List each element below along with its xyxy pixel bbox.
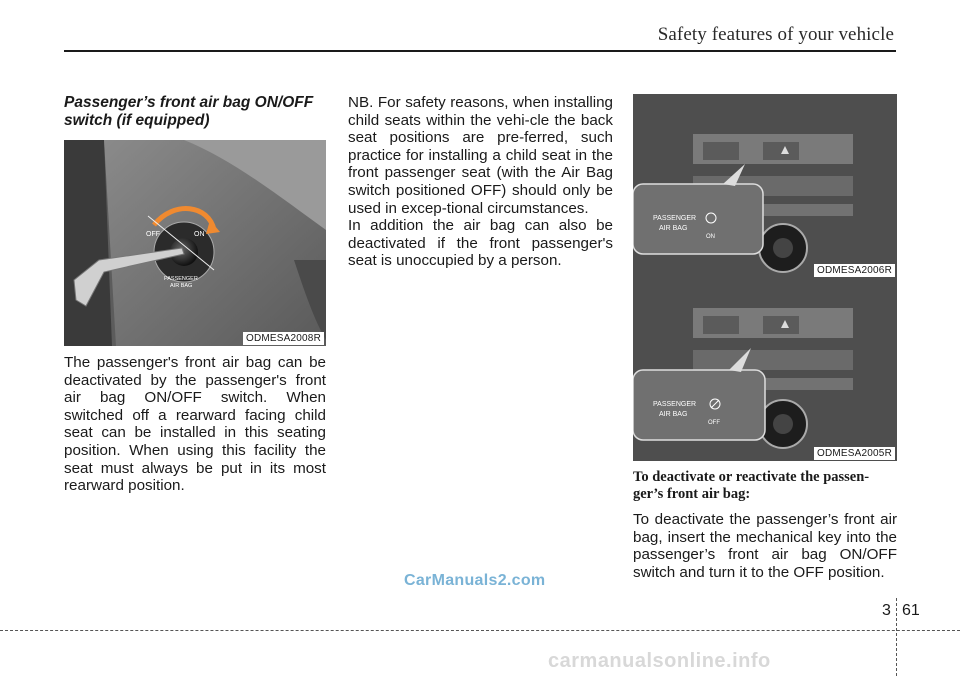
page-number: 61 <box>902 602 920 619</box>
column-right <box>633 94 897 581</box>
column2-paragraph2: In addition the air bag can also be deactivated if the front passenger's seat is unoccupied by a person. <box>348 217 613 270</box>
indicator-state-off: OFF <box>708 420 720 426</box>
airbag-switch-figure <box>64 140 326 346</box>
figure-caption: ODMESA2008R <box>243 332 324 345</box>
dashboard-figure-off <box>633 278 897 461</box>
indicator-state-on: ON <box>706 234 715 240</box>
column2-paragraph1: NB. For safety reasons, when installing child seats within the vehi-cle the back seat positions are pre-ferred, such practice for installing a child seat in the front passenger seat (with the Air Bag switch positioned OFF) should only be used in excep-tional circumstances. <box>348 94 613 217</box>
switch-label-off: OFF <box>146 231 160 238</box>
dashboard-off-illustration <box>633 278 897 461</box>
carmanuals-watermark: CarManuals2.com <box>404 572 546 589</box>
section-title: Passenger’s front air bag ON/OFF switch (if equipped) <box>64 94 314 129</box>
airbag-switch-illustration <box>64 140 326 346</box>
footer-rule <box>0 630 960 631</box>
switch-label-passenger: PASSENGER <box>164 276 198 282</box>
procedure-title: To deactivate or reactivate the passen-ger’s front air bag: <box>633 469 870 502</box>
column1-paragraph: The passenger's front air bag can be deactivated by the passenger's front air bag ON/OFF switch. When switched off a rearward facing child seat can be installed in this seating position. When using this facility the seat must always be put in its most rearward position. <box>64 354 326 495</box>
indicator-label-airbag: AIR BAG <box>659 225 688 232</box>
switch-label-airbag: AIR BAG <box>170 283 193 289</box>
header-rule <box>64 50 896 52</box>
indicator-label-passenger: PASSENGER <box>653 401 697 408</box>
dashboard-on-illustration <box>633 94 897 278</box>
column-left <box>64 94 326 495</box>
indicator-label-passenger: PASSENGER <box>653 215 697 222</box>
figure-caption: ODMESA2006R <box>814 264 895 277</box>
page-header-title: Safety features of your vehicle <box>657 24 894 45</box>
chapter-number: 3 <box>882 602 891 619</box>
dashboard-figure-on <box>633 94 897 278</box>
page-number-divider <box>896 598 897 676</box>
column-middle <box>348 94 613 270</box>
site-watermark: carmanualsonline.info <box>548 650 771 672</box>
procedure-text: To deactivate the passenger’s front air bag, insert the mechanical key into the passenger’s front air bag ON/OFF switch and turn it to the OFF position. <box>633 511 897 581</box>
figure-caption: ODMESA2005R <box>814 447 895 460</box>
indicator-label-airbag: AIR BAG <box>659 411 688 418</box>
switch-label-on: ON <box>194 231 205 238</box>
